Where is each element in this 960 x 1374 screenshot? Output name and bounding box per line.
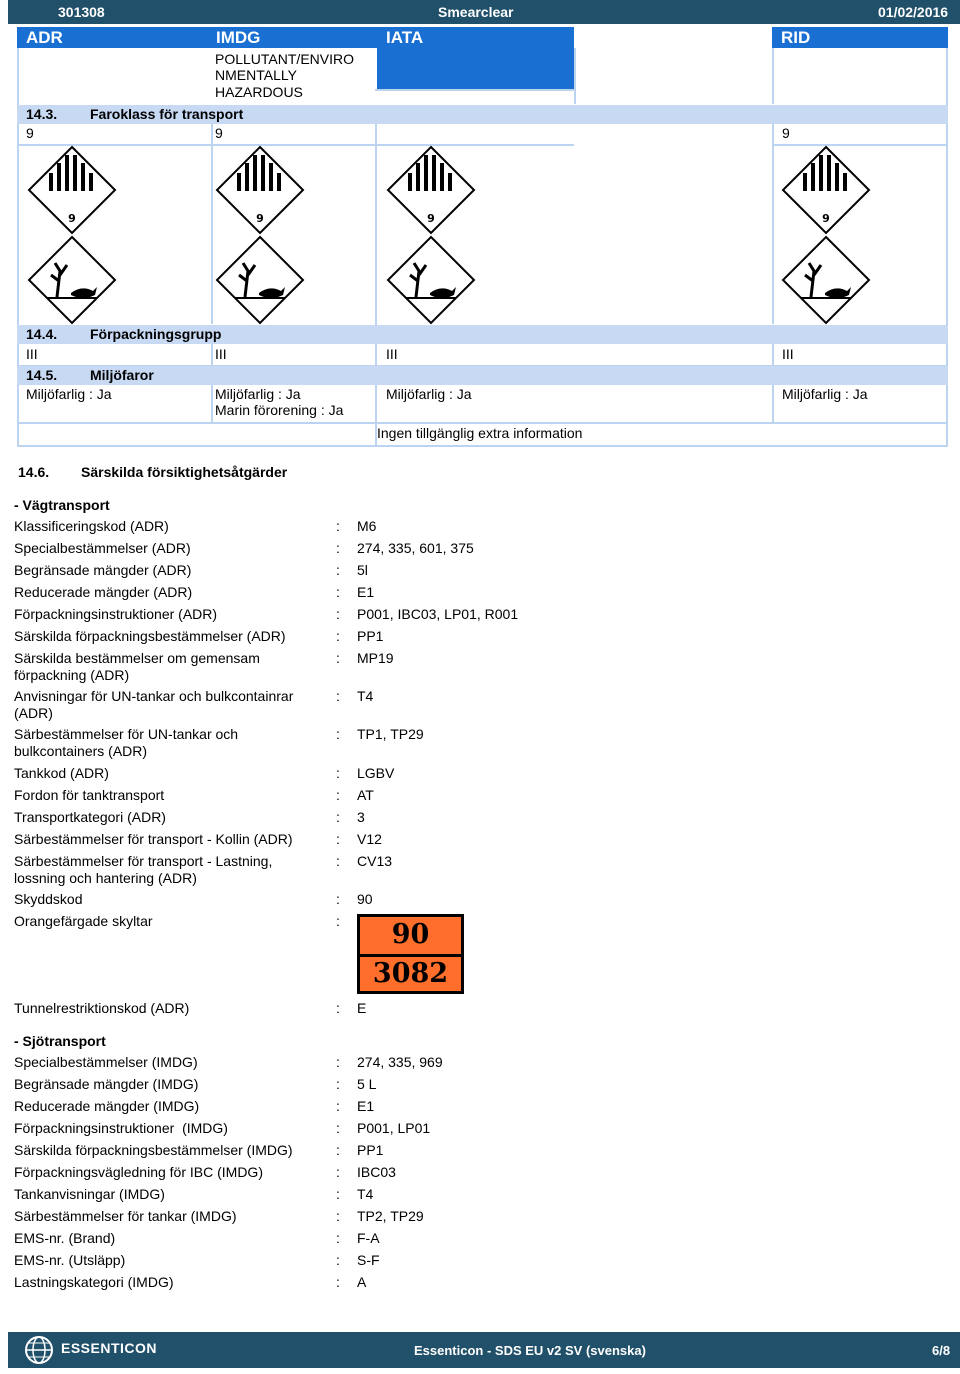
transport-table <box>17 27 948 447</box>
row-value: MP19 <box>357 650 394 666</box>
row-value: CV13 <box>357 853 393 869</box>
row-label: Reducerade mängder (IMDG) <box>14 1098 200 1114</box>
section-14-5-number: 14.5. <box>26 367 58 383</box>
row-label: Orangefärgade skyltar <box>14 913 153 929</box>
adr-class: 9 <box>26 125 34 141</box>
class-label: 9 <box>256 212 264 225</box>
header-bar <box>8 0 960 24</box>
row-value: TP2, TP29 <box>357 1208 424 1224</box>
row-value: E1 <box>357 584 375 600</box>
section-14-6-title: Särskilda försiktighetsåtgärder <box>81 464 288 480</box>
extra-information: Ingen tillgänglig extra information <box>377 425 583 441</box>
footer-bar <box>8 1332 960 1368</box>
row-label: Lastningskategori (IMDG) <box>14 1274 174 1290</box>
row-value: S-F <box>357 1252 380 1268</box>
section-14-5-header <box>17 366 948 385</box>
row-label: Transportkategori (ADR) <box>14 809 166 825</box>
row-label: Specialbestämmelser (IMDG) <box>14 1054 198 1070</box>
row-label: Klassificeringskod (ADR) <box>14 518 169 534</box>
rid-class: 9 <box>782 125 790 141</box>
row-value: P001, LP01 <box>357 1120 431 1136</box>
page-number: 6/8 <box>932 1343 951 1358</box>
row-label: EMS-nr. (Brand) <box>14 1230 116 1246</box>
class-label: 9 <box>68 212 76 225</box>
class-label: 9 <box>427 212 435 225</box>
row-value: 5l <box>357 562 368 578</box>
product-name: Smearclear <box>438 4 514 20</box>
rid-env-hazard: Miljöfarlig : Ja <box>782 386 868 402</box>
imdg-pollutant-line-3: HAZARDOUS <box>215 84 303 100</box>
class-9-diamond-icon <box>215 145 305 235</box>
class-9-diamond-icon <box>386 145 476 235</box>
row-label: Särskilda förpackningsbestämmelser (IMDG) <box>14 1142 293 1158</box>
hazard-id-number: 90 <box>391 919 430 950</box>
row-label: Särbestämmelser för transport - Lastning, lossning och hantering (ADR) <box>14 853 273 886</box>
doc-number: 301308 <box>58 4 105 20</box>
section-14-4-header <box>17 325 948 344</box>
row-label: Fordon för tanktransport <box>14 787 165 803</box>
row-value: LGBV <box>357 765 395 781</box>
footer-title: Essenticon - SDS EU v2 SV (svenska) <box>414 1343 646 1358</box>
imdg-marine-pollutant: Marin förorening : Ja <box>215 402 344 418</box>
road-transport-heading: - Vägtransport <box>14 497 110 513</box>
adr-env-hazard: Miljöfarlig : Ja <box>26 386 112 402</box>
col-header-imdg: IMDG <box>207 27 377 48</box>
row-label: Särskilda bestämmelser om gemensam förpackning (ADR) <box>14 650 260 683</box>
section-14-6-number: 14.6. <box>18 464 50 480</box>
iata-env-hazard: Miljöfarlig : Ja <box>386 386 472 402</box>
row-label: EMS-nr. (Utsläpp) <box>14 1252 126 1268</box>
row-label: Begränsade mängder (IMDG) <box>14 1076 199 1092</box>
logo-text: ESSENTICON <box>61 1340 158 1356</box>
iata-packing-group: III <box>386 346 398 362</box>
imdg-class: 9 <box>215 125 223 141</box>
row-value: PP1 <box>357 1142 384 1158</box>
environment-hazard-icon <box>215 235 305 325</box>
row-value: PP1 <box>357 628 384 644</box>
row-label: Anvisningar för UN-tankar och bulkcontainrar (ADR) <box>14 688 294 721</box>
row-label: Förpackningsinstruktioner (IMDG) <box>14 1120 228 1136</box>
section-14-5-title: Miljöfaror <box>90 367 154 383</box>
class-9-diamond-icon <box>781 145 871 235</box>
sea-transport-heading: - Sjötransport <box>14 1033 106 1049</box>
row-label: Tankanvisningar (IMDG) <box>14 1186 165 1202</box>
row-value: T4 <box>357 1186 374 1202</box>
row-value: 274, 335, 969 <box>357 1054 443 1070</box>
section-14-3-number: 14.3. <box>26 106 58 122</box>
imdg-pollutant-line-2: NMENTALLY <box>215 67 297 83</box>
row-label: Särbestämmelser för UN-tankar och bulkcontainers (ADR) <box>14 726 239 759</box>
section-14-3-header <box>17 105 948 124</box>
environment-hazard-icon <box>386 235 476 325</box>
row-label: Förpackningsvägledning för IBC (IMDG) <box>14 1164 263 1180</box>
row-value: E <box>357 1000 367 1016</box>
row-label: Särbestämmelser för tankar (IMDG) <box>14 1208 237 1224</box>
doc-date: 01/02/2016 <box>878 4 949 20</box>
globe-logo-icon <box>22 1334 56 1366</box>
iata-header-block <box>377 47 574 89</box>
row-value: 3 <box>357 809 365 825</box>
class-9-diamond-icon <box>27 145 117 235</box>
row-value: TP1, TP29 <box>357 726 424 742</box>
row-label: Förpackningsinstruktioner (ADR) <box>14 606 218 622</box>
col-header-iata: IATA <box>377 27 574 48</box>
row-value: E1 <box>357 1098 375 1114</box>
row-value: A <box>357 1274 367 1290</box>
row-value: T4 <box>357 688 374 704</box>
orange-hazard-plate <box>357 914 464 994</box>
row-value: F-A <box>357 1230 380 1246</box>
row-value: V12 <box>357 831 382 847</box>
row-label: Begränsade mängder (ADR) <box>14 562 192 578</box>
row-value: AT <box>357 787 374 803</box>
section-14-4-title: Förpackningsgrupp <box>90 326 222 342</box>
imdg-env-hazard: Miljöfarlig : Ja <box>215 386 301 402</box>
imdg-pollutant-line-1: POLLUTANT/ENVIRO <box>215 51 354 67</box>
row-value: P001, IBC03, LP01, R001 <box>357 606 519 622</box>
col-header-rid: RID <box>772 27 948 48</box>
imdg-packing-group: III <box>215 346 227 362</box>
row-value: 90 <box>357 891 373 907</box>
row-value: 274, 335, 601, 375 <box>357 540 474 556</box>
un-number: 3082 <box>372 958 449 989</box>
row-label: Särbestämmelser för transport - Kollin (ADR) <box>14 831 293 847</box>
row-value: M6 <box>357 518 377 534</box>
adr-packing-group: III <box>26 346 38 362</box>
environment-hazard-icon <box>27 235 117 325</box>
rid-packing-group: III <box>782 346 794 362</box>
section-14-4-number: 14.4. <box>26 326 58 342</box>
row-value: IBC03 <box>357 1164 396 1180</box>
row-label: Specialbestämmelser (ADR) <box>14 540 191 556</box>
row-label: Särskilda förpackningsbestämmelser (ADR) <box>14 628 286 644</box>
section-14-3-title: Faroklass för transport <box>90 106 244 122</box>
environment-hazard-icon <box>781 235 871 325</box>
row-value: 5 L <box>357 1076 377 1092</box>
class-label: 9 <box>822 212 830 225</box>
row-label: Tunnelrestriktionskod (ADR) <box>14 1000 190 1016</box>
row-label: Skyddskod <box>14 891 83 907</box>
row-label: Tankkod (ADR) <box>14 765 109 781</box>
row-label: Reducerade mängder (ADR) <box>14 584 193 600</box>
col-header-adr: ADR <box>17 27 211 48</box>
